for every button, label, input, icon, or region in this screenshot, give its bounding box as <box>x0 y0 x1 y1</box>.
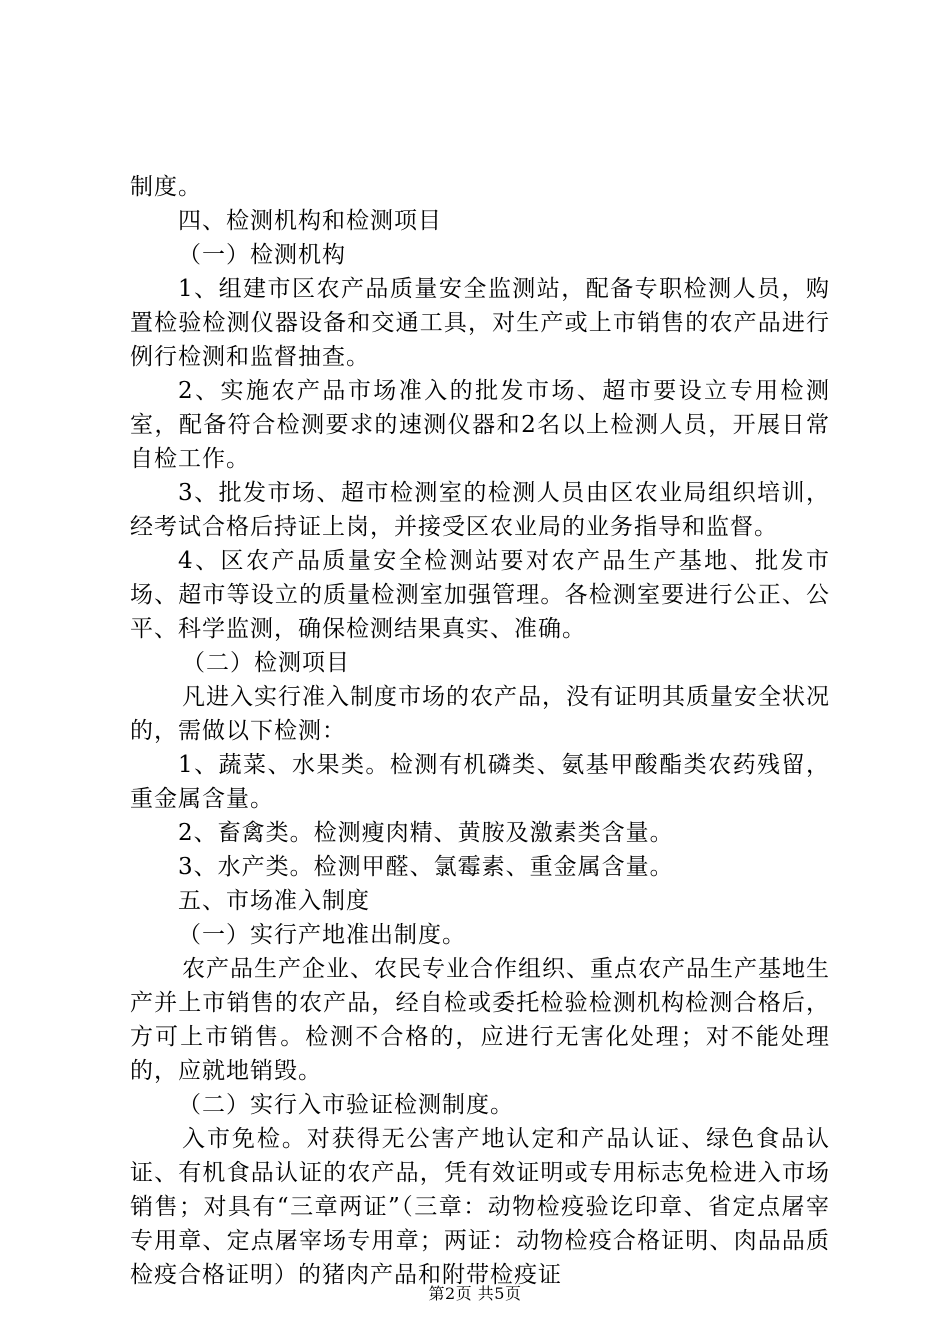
paragraph-exemption: 入市免检。对获得无公害产地认定和产品认证、绿色食品认证、有机食品认证的农产品，凭有效证明或专用标志免检进入市场销售；对具有“三章两证”（三章：动物检疫验讫印章、省定点屠宰专用章、定点屠宰场专用章；两证：动物检疫合格证明、肉品品质检疫合格证明）的猪肉产品和附带检疫证 <box>130 1126 830 1288</box>
subsection-heading-items: （二）检测项目 <box>182 650 350 676</box>
paragraph-intro-tests: 凡进入实行准入制度市场的农产品，没有证明其质量安全状况的，需做以下检测： <box>130 684 830 744</box>
subsection-heading-verification: （二）实行入市验证检测制度。 <box>178 1092 514 1118</box>
paragraph-continuation: 制度。 <box>130 174 202 200</box>
page-number-footer: 第2页 共5页 <box>428 1284 522 1303</box>
section-heading-5: 五、市场准入制度 <box>178 888 370 914</box>
paragraph-item-4: 4、区农产品质量安全检测站要对农产品生产基地、批发市场、超市等设立的质量检测室加强管理。各检测室要进行公正、公平、科学监测，确保检测结果真实、准确。 <box>130 548 830 642</box>
paragraph-item-1: 1、组建市区农产品质量安全监测站，配备专职检测人员，购置检验检测仪器设备和交通工具，对生产或上市销售的农产品进行例行检测和监督抽查。 <box>130 276 830 370</box>
paragraph-item-2: 2、实施农产品市场准入的批发市场、超市要设立专用检测室，配备符合检测要求的速测仪器和2名以上检测人员，开展日常自检工作。 <box>130 378 830 472</box>
paragraph-test-3: 3、水产类。检测甲醛、氯霉素、重金属含量。 <box>178 854 674 880</box>
subsection-heading-origin: （一）实行产地准出制度。 <box>178 922 466 948</box>
paragraph-origin: 农产品生产企业、农民专业合作组织、重点农产品生产基地生产并上市销售的农产品，经自检或委托检验检测机构检测合格后，方可上市销售。检测不合格的，应进行无害化处理；对不能处理的，应就地销毁。 <box>130 956 830 1084</box>
paragraph-test-1: 1、蔬菜、水果类。检测有机磷类、氨基甲酸酯类农药残留，重金属含量。 <box>130 752 830 812</box>
section-heading-4: 四、检测机构和检测项目 <box>178 208 442 234</box>
paragraph-item-3: 3、批发市场、超市检测室的检测人员由区农业局组织培训，经考试合格后持证上岗，并接受区农业局的业务指导和监督。 <box>130 480 830 540</box>
subsection-heading-institutions: （一）检测机构 <box>178 242 346 268</box>
paragraph-test-2: 2、畜禽类。检测瘦肉精、黄胺及激素类含量。 <box>178 820 674 846</box>
document-body <box>130 170 830 1292</box>
